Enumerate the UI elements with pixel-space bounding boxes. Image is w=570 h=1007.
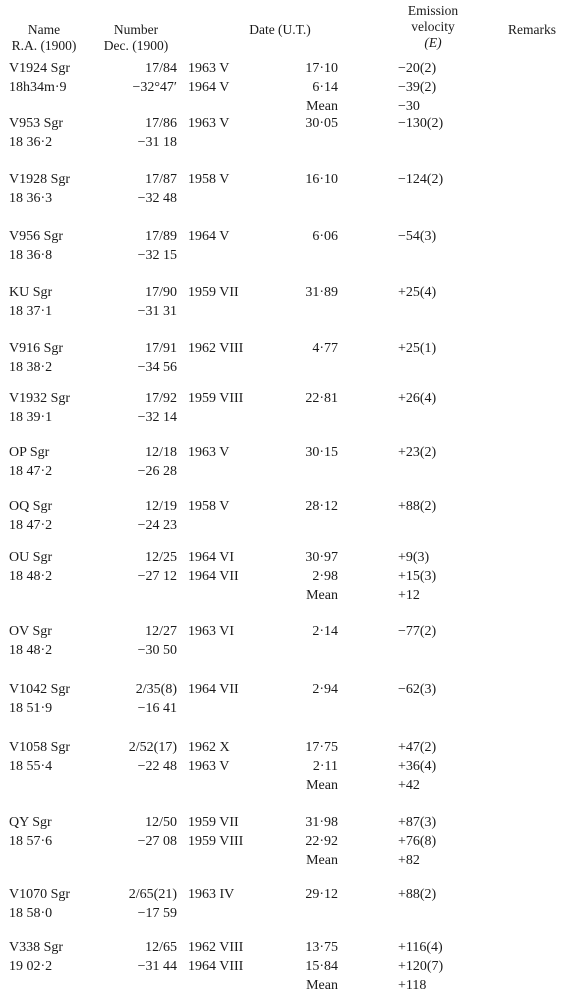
declination: −30 50	[137, 643, 177, 658]
obs-day: 31·98	[305, 815, 338, 830]
star-number: 17/92	[145, 391, 177, 406]
table-row	[0, 283, 570, 341]
obs-year-month: 1958 V	[188, 172, 230, 187]
declination: −24 23	[137, 518, 177, 533]
table-row	[0, 114, 570, 172]
star-name: V953 Sgr	[9, 116, 64, 131]
emission-velocity: +36(4)	[398, 759, 437, 774]
col-header-emission-line2: velocity	[411, 19, 455, 34]
table-row	[0, 622, 570, 680]
table-row	[0, 227, 570, 285]
table-row	[0, 443, 570, 501]
emission-velocity: −20(2)	[398, 61, 437, 76]
obs-year-month: 1964 VII	[188, 682, 239, 697]
emission-velocity: +88(2)	[398, 887, 437, 902]
right-ascension: 18 36·8	[9, 248, 53, 263]
obs-day: 6·06	[312, 229, 338, 244]
star-number: 17/90	[145, 285, 177, 300]
declination: −17 59	[137, 906, 177, 921]
emission-velocity: +87(3)	[398, 815, 437, 830]
table-row	[0, 885, 570, 943]
obs-year-month: 1964 VIII	[188, 959, 244, 974]
col-header-emission	[383, 3, 483, 51]
obs-year-month: 1959 VII	[188, 815, 239, 830]
emission-velocity: +26(4)	[398, 391, 437, 406]
declination: −27 08	[137, 834, 177, 849]
right-ascension: 18 48·2	[9, 643, 53, 658]
obs-day: 22·81	[305, 391, 338, 406]
emission-velocity: −77(2)	[398, 624, 437, 639]
right-ascension: 18h34m·9	[9, 80, 67, 95]
obs-day: 6·14	[312, 80, 338, 95]
star-number: 12/27	[145, 624, 177, 639]
col-header-emission-line3: (E)	[424, 35, 442, 50]
col-header-name-line2: R.A. (1900)	[11, 38, 77, 53]
star-name: V956 Sgr	[9, 229, 64, 244]
star-name: OQ Sgr	[9, 499, 53, 514]
obs-year-month: 1964 VII	[188, 569, 239, 584]
obs-day: 30·15	[305, 445, 338, 460]
declination: −32 15	[137, 248, 177, 263]
star-number: 2/65(21)	[128, 887, 177, 902]
obs-day: 4·77	[312, 341, 338, 356]
right-ascension: 18 39·1	[9, 410, 53, 425]
obs-year-month: 1962 X	[188, 740, 230, 755]
table-row	[0, 938, 570, 996]
right-ascension: 18 55·4	[9, 759, 53, 774]
right-ascension: 18 51·9	[9, 701, 53, 716]
right-ascension: 18 57·6	[9, 834, 53, 849]
right-ascension: 18 37·1	[9, 304, 53, 319]
emission-velocity: −62(3)	[398, 682, 437, 697]
declination: −31 31	[137, 304, 177, 319]
declination: −32 48	[137, 191, 177, 206]
emission-velocity: +118	[398, 978, 427, 993]
star-number: 12/25	[145, 550, 177, 565]
right-ascension: 18 58·0	[9, 906, 53, 921]
star-number: 12/18	[145, 445, 177, 460]
emission-velocity: −130(2)	[398, 116, 444, 131]
emission-velocity: +12	[398, 588, 420, 603]
right-ascension: 18 38·2	[9, 360, 53, 375]
emission-velocity: +23(2)	[398, 445, 437, 460]
declination: −16 41	[137, 701, 177, 716]
obs-year-month: 1963 VI	[188, 624, 235, 639]
obs-year-month: 1964 VI	[188, 550, 235, 565]
mean-label: Mean	[306, 588, 338, 603]
table-row	[0, 497, 570, 555]
star-name: V1932 Sgr	[9, 391, 71, 406]
obs-year-month: 1959 VIII	[188, 391, 244, 406]
obs-year-month: 1963 V	[188, 445, 230, 460]
star-number: 17/84	[145, 61, 177, 76]
table-row	[0, 680, 570, 738]
right-ascension: 18 47·2	[9, 518, 53, 533]
obs-year-month: 1962 VIII	[188, 341, 244, 356]
obs-day: 30·97	[305, 550, 338, 565]
col-header-name	[4, 22, 84, 54]
col-header-name-line1: Name	[27, 22, 61, 37]
emission-velocity: −30	[398, 99, 420, 114]
declination: −22 48	[137, 759, 177, 774]
table-row	[0, 738, 570, 796]
emission-velocity: +15(3)	[398, 569, 437, 584]
obs-day: 2·98	[312, 569, 338, 584]
col-header-number-line2: Dec. (1900)	[103, 38, 169, 53]
obs-day: 16·10	[305, 172, 338, 187]
obs-year-month: 1963 V	[188, 759, 230, 774]
table-row	[0, 389, 570, 447]
star-number: 12/50	[145, 815, 177, 830]
obs-day: 17·75	[305, 740, 338, 755]
obs-year-month: 1958 V	[188, 499, 230, 514]
obs-day: 30·05	[305, 116, 338, 131]
obs-year-month: 1959 VII	[188, 285, 239, 300]
col-header-date: Date (U.T.)	[249, 22, 311, 37]
emission-velocity: +120(7)	[398, 959, 444, 974]
star-number: 17/89	[145, 229, 177, 244]
emission-velocity: +47(2)	[398, 740, 437, 755]
declination: −34 56	[137, 360, 177, 375]
obs-year-month: 1962 VIII	[188, 940, 244, 955]
right-ascension: 18 36·3	[9, 191, 53, 206]
emission-velocity: +9(3)	[398, 550, 430, 565]
star-name: V1924 Sgr	[9, 61, 71, 76]
declination: −31 44	[137, 959, 177, 974]
star-number: 12/65	[145, 940, 177, 955]
right-ascension: 18 36·2	[9, 135, 53, 150]
star-name: OP Sgr	[9, 445, 50, 460]
obs-day: 2·14	[312, 624, 338, 639]
declination: −32 14	[137, 410, 177, 425]
emission-velocity: +76(8)	[398, 834, 437, 849]
declination: −32°47′	[132, 80, 177, 95]
declination: −27 12	[137, 569, 177, 584]
mean-label: Mean	[306, 99, 338, 114]
right-ascension: 18 47·2	[9, 464, 53, 479]
emission-velocity: +25(1)	[398, 341, 437, 356]
declination: −31 18	[137, 135, 177, 150]
obs-day: 2·11	[312, 759, 338, 774]
obs-year-month: 1959 VIII	[188, 834, 244, 849]
mean-label: Mean	[306, 853, 338, 868]
star-name: KU Sgr	[9, 285, 53, 300]
star-name: V1058 Sgr	[9, 740, 71, 755]
obs-year-month: 1964 V	[188, 80, 230, 95]
table-row	[0, 170, 570, 228]
star-number: 2/52(17)	[128, 740, 177, 755]
col-header-emission-line1: Emission	[407, 3, 459, 18]
mean-label: Mean	[306, 778, 338, 793]
declination: −26 28	[137, 464, 177, 479]
obs-day: 17·10	[305, 61, 338, 76]
emission-velocity: −39(2)	[398, 80, 437, 95]
obs-day: 29·12	[305, 887, 338, 902]
star-number: 2/35(8)	[135, 682, 177, 697]
emission-velocity: −54(3)	[398, 229, 437, 244]
obs-day: 28·12	[305, 499, 338, 514]
emission-velocity: +82	[398, 853, 420, 868]
obs-day: 22·92	[305, 834, 338, 849]
obs-day: 13·75	[305, 940, 338, 955]
obs-year-month: 1963 V	[188, 61, 230, 76]
obs-year-month: 1964 V	[188, 229, 230, 244]
emission-velocity: +116(4)	[398, 940, 443, 955]
star-name: QY Sgr	[9, 815, 52, 830]
star-number: 17/86	[145, 116, 177, 131]
col-header-remarks: Remarks	[508, 22, 556, 37]
star-number: 17/87	[145, 172, 177, 187]
right-ascension: 19 02·2	[9, 959, 53, 974]
table-row	[0, 813, 570, 871]
emission-velocity: +42	[398, 778, 420, 793]
obs-year-month: 1963 IV	[188, 887, 235, 902]
star-name: V1070 Sgr	[9, 887, 71, 902]
emission-velocity: +88(2)	[398, 499, 437, 514]
star-number: 17/91	[145, 341, 177, 356]
col-header-number	[96, 22, 176, 54]
star-name: OU Sgr	[9, 550, 53, 565]
table-row	[0, 548, 570, 606]
star-name: V1928 Sgr	[9, 172, 71, 187]
obs-day: 31·89	[305, 285, 338, 300]
obs-day: 2·94	[312, 682, 338, 697]
star-name: V1042 Sgr	[9, 682, 71, 697]
col-header-number-line1: Number	[113, 22, 159, 37]
star-name: V338 Sgr	[9, 940, 64, 955]
table-row	[0, 59, 570, 117]
mean-label: Mean	[306, 978, 338, 993]
right-ascension: 18 48·2	[9, 569, 53, 584]
emission-velocity: +25(4)	[398, 285, 437, 300]
obs-day: 15·84	[305, 959, 338, 974]
emission-velocity: −124(2)	[398, 172, 444, 187]
star-number: 12/19	[145, 499, 177, 514]
star-name: V916 Sgr	[9, 341, 64, 356]
star-name: OV Sgr	[9, 624, 52, 639]
obs-year-month: 1963 V	[188, 116, 230, 131]
